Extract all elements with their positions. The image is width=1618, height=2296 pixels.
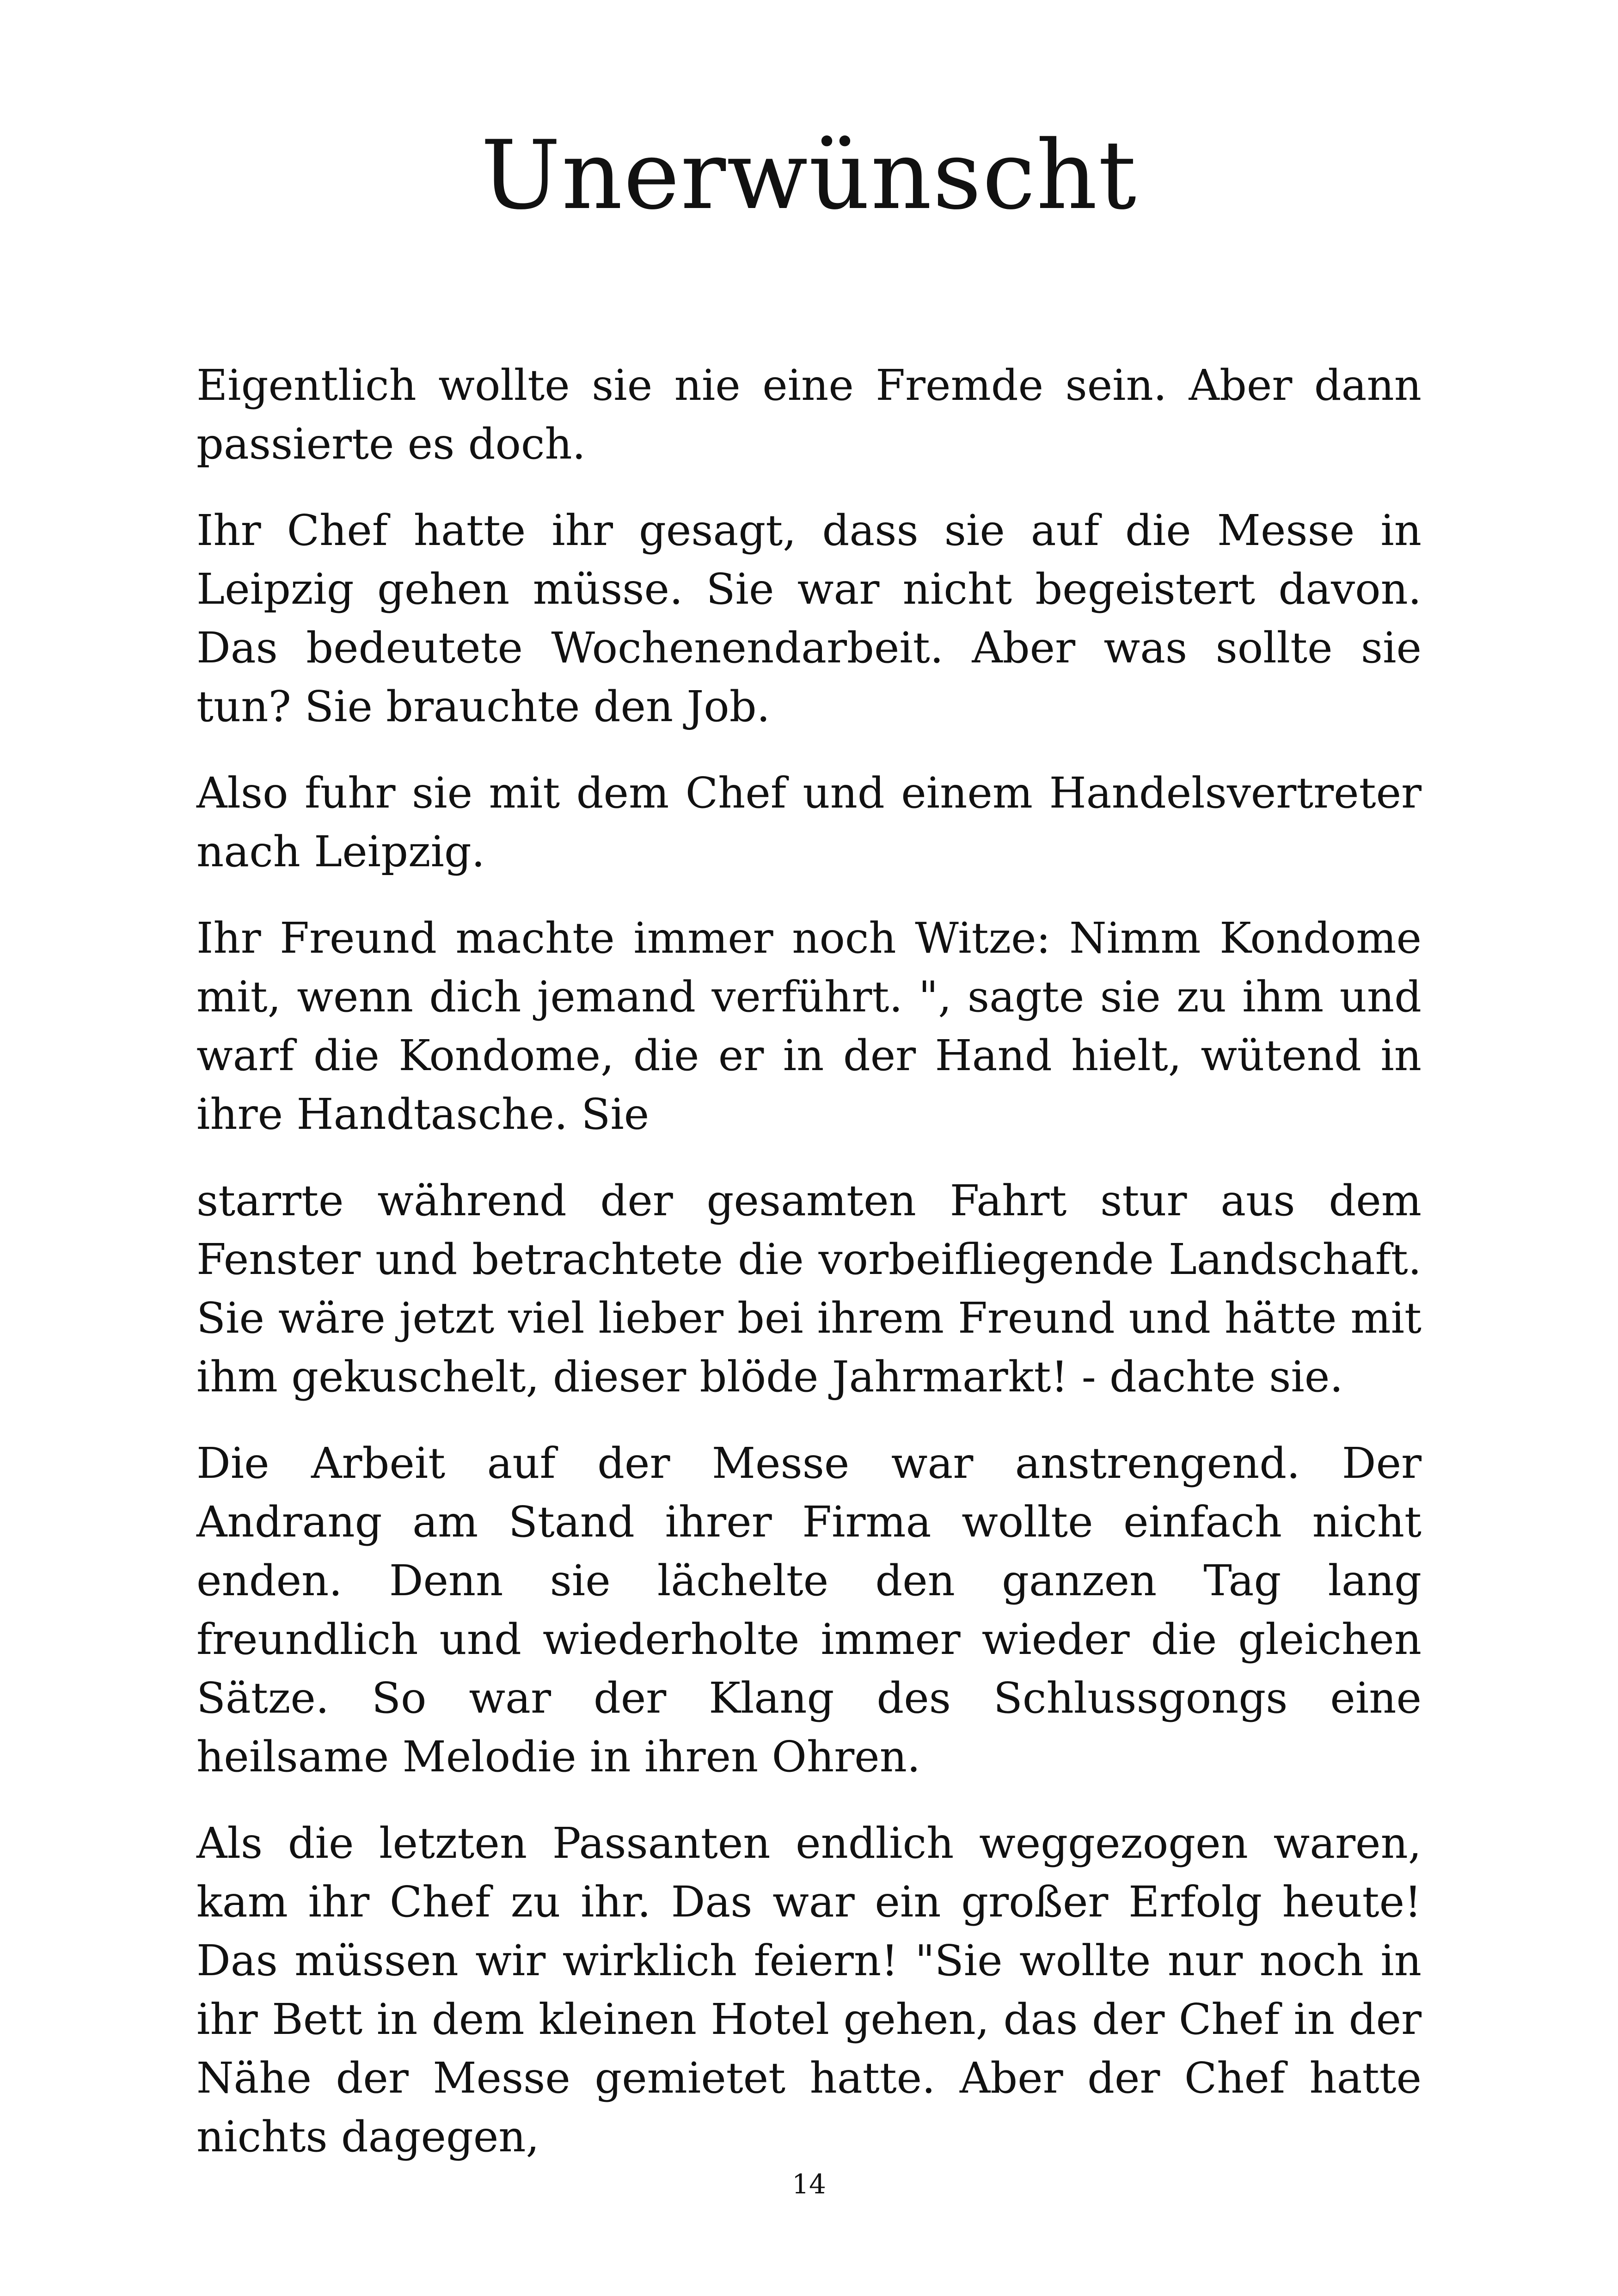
page-number: 14	[792, 2168, 826, 2200]
paragraph: Also fuhr sie mit dem Chef und einem Handelsvertreter nach Leipzig.	[196, 768, 1422, 876]
paragraph: Eigentlich wollte sie nie eine Fremde sein. Aber dann passierte es doch.	[196, 361, 1422, 469]
paragraph: Ihr Freund machte immer noch Witze: Nimm Kondome mit, wenn dich jemand verführt. ", sagte sie zu ihm und warf die Kondome, die er in der Hand hielt, wütend in ihre Handtasche. Sie	[196, 913, 1422, 1139]
paragraph: starrte während der gesamten Fahrt stur aus dem Fenster und betrachtete die vorbeifliegende Landschaft. Sie wäre jetzt viel lieber bei ihrem Freund und hätte mit ihm gekuschelt, dieser blöde Jahrmarkt! - dachte sie.	[196, 1176, 1422, 1402]
paragraph: Ihr Chef hatte ihr gesagt, dass sie auf die Messe in Leipzig gehen müsse. Sie war nicht begeistert davon. Das bedeutete Wochenendarbeit. Aber was sollte sie tun? Sie brauchte den Job.	[196, 506, 1422, 731]
paragraph: Die Arbeit auf der Messe war anstrengend. Der Andrang am Stand ihrer Firma wollte einfach nicht enden. Denn sie lächelte den ganzen Tag lang freundlich und wiederholte immer wieder die gleichen Sätze. So war der Klang des Schlussgongs eine heilsame Melodie in ihren Ohren.	[196, 1439, 1422, 1782]
paragraph: Als die letzten Passanten endlich weggezogen waren, kam ihr Chef zu ihr. Das war ein großer Erfolg heute! Das müssen wir wirklich feiern! "Sie wollte nur noch in ihr Bett in dem kleinen Hotel gehen, das der Chef in der Nähe der Messe gemietet hatte. Aber der Chef hatte nichts dagegen,	[196, 1818, 1422, 2161]
chapter-title: Unerwünscht	[480, 121, 1138, 231]
body-text	[196, 356, 1422, 2194]
